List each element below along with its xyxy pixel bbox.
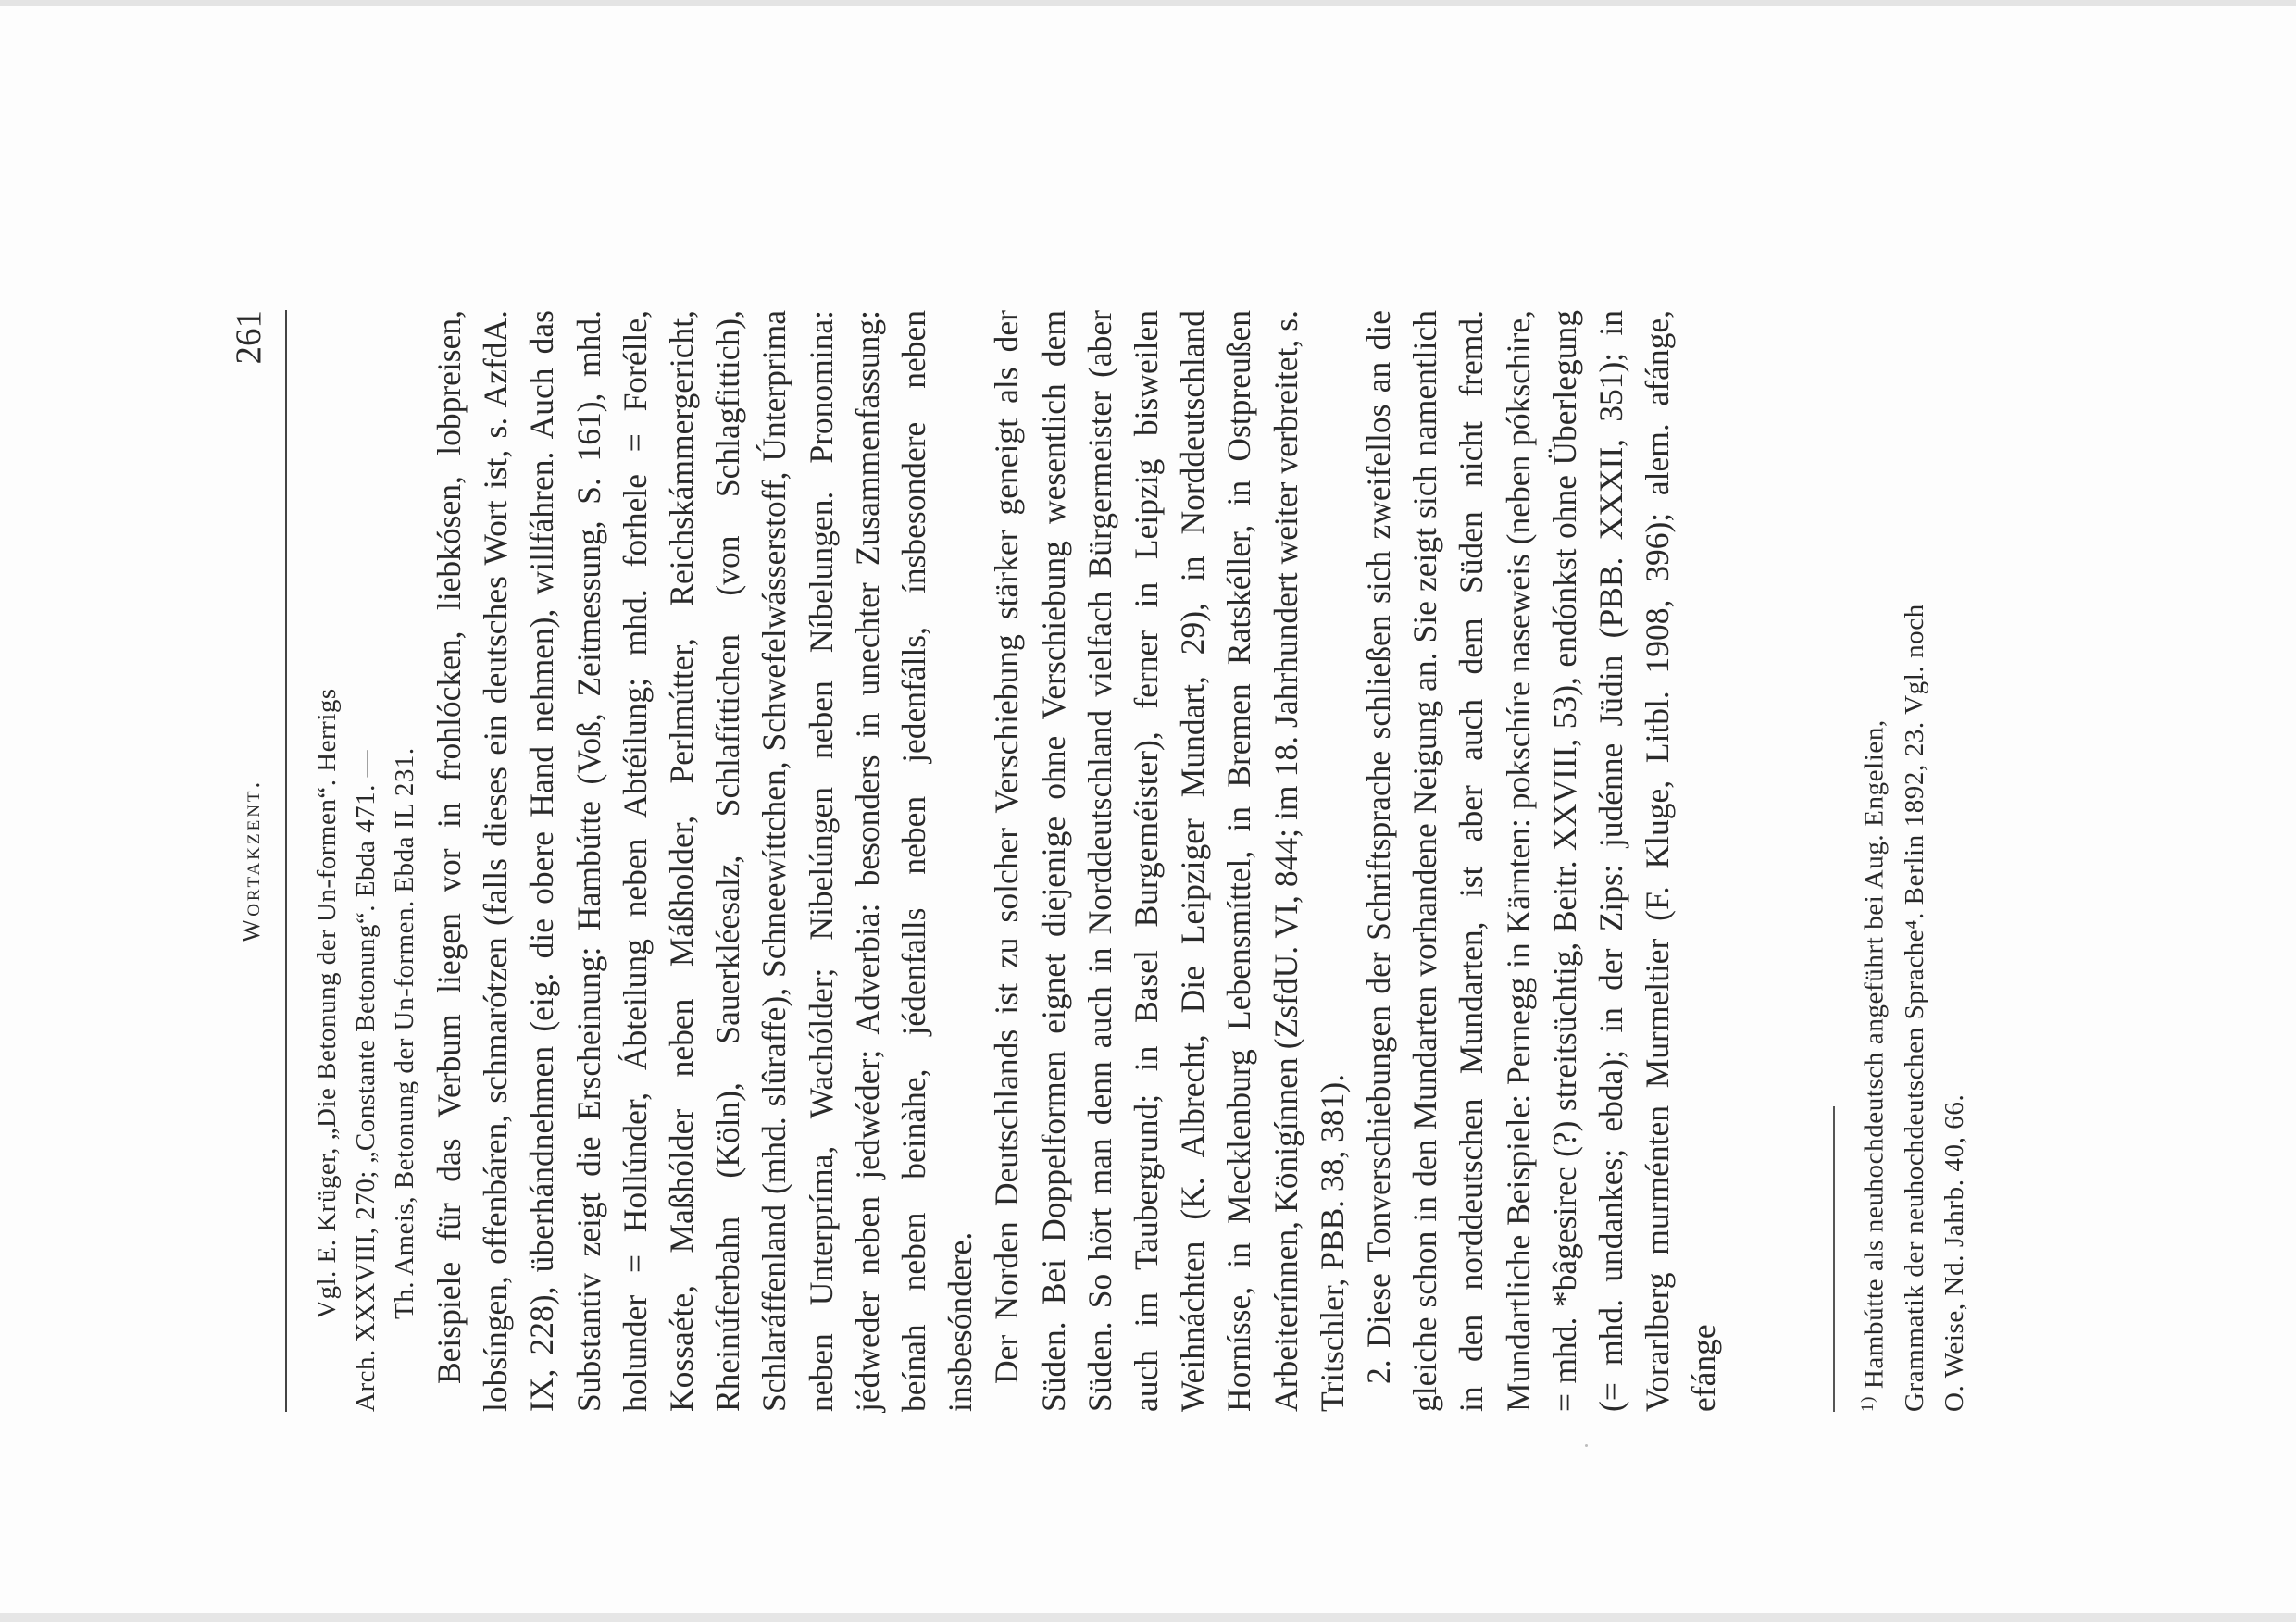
paragraph-north-germany: Der Norden Deutschlands ist zu solcher Verschiebung stärker geneigt als der Süden. Bei Doppelformen eignet diejenige ohne Verschiebung wesentlich dem Süden. So hört man denn auch in Norddeutschland vielfach Bürgermeister (aber auch im Taubergrund; in Basel Burgeméister), ferner in Leipzig bisweilen Weihnáchten (K. Albrecht, Die Leipziger Mundart, 29), in Norddeutschland Hornísse, in Mecklenburg Lebensmíttel, in Bremen Ratskéller, in Ostpreußen Arbeiterínnen, Königínnen (ZsfdU. VI, 844; im 18. Jahrhundert weiter verbreitet, s. Tritschler, PBB. 38, 381). — [988, 310, 1351, 1412]
scan-top-edge — [0, 0, 2296, 6]
scan-bottom-edge — [0, 1613, 2296, 1622]
scan-speck — [1585, 1444, 1588, 1447]
footnote-line: Grammatik der neuhochdeutschen Sprache⁴. Berlin 1892, 23. Vgl. noch — [1899, 604, 1929, 1412]
footnote-text: Hambútte als neuhochdeutsch angeführt bei Aug. Engelien, — [1859, 719, 1890, 1390]
reference-line: Arch. XXXVIII, 270; „Constante Betonung“. Ebda 471. — — [351, 749, 381, 1412]
footnote-rule — [1833, 1106, 1835, 1412]
paragraph-verbs-examples: Beispiele für das Verbum liegen vor in frohlócken, liebkósen, lobpreisen, lobsíngen, offenbáren, schmarótzen (falls dieses ein deutsches Wort ist, s. AzfdA. IX, 228), überhándnehmen (eig. die obere Hand nehmen), willfáhren. Auch das Substantiv zeigt die Erscheinung: Hambútte (Voß, Zeitmessung, S. 161), mhd. holunder = Hollúnder, Ábteilung neben Abtéilung; mhd. forhele = Foréllе, Kossaéte, Maßhólder neben Máßholder, Perlmútter, Reichskámmergericht, Rheinúferbahn (Köln), Sauerkléesalz, Schlafíttichen (von Schlagfittich), Schlaráffenland (mhd. slûraffe), Schneewíttchen, Schwefelwásserstoff, Únterprima neben Unterpríma, Wachólder; Nibelúngen neben Níbelungen. Pronomina: jédweder neben jedwéder; Adverbia: besonders in unechter Zusammenfassung: beínah neben beinàhe, jédenfalls neben jedenfálls, ínsbesondere neben insbesóndere. — [430, 310, 980, 1412]
footnote-line — [1848, 310, 1895, 1412]
footnote-mark: 1) — [1858, 1395, 1878, 1412]
body-text — [426, 310, 1728, 1412]
reference-line: Vgl. E. Krüger, „Die Betonung der Un-formen“. Herrigs — [312, 688, 342, 1319]
page-number: 261 — [229, 310, 268, 365]
header-rule — [285, 310, 287, 1412]
reference-line: Th. Ameis, Betonung der Un-formen. Ebda IL 231. — [390, 747, 419, 1319]
running-head — [222, 310, 278, 1412]
rotated-book-page — [222, 310, 2018, 1412]
footnote — [1848, 310, 1975, 1412]
footnote-line: O. Weise, Nd. Jahrb. 40, 66. — [1939, 1093, 1969, 1412]
running-head-title: Wortakzent. — [237, 779, 265, 943]
reference-block — [307, 310, 424, 1412]
paragraph-dialects: 2. Diese Tonverschiebungen der Schriftsprache schließen sich zweifellos an die gleiche schon in den Mundarten vorhandene Neigung an. Sie zeigt sich namentlich in den norddeutschen Mundarten, ist aber auch dem Süden nicht fremd. Mundartliche Beispiele: Pernegg in Kärnten: pokschíre naseweis (neben pókschire, = mhd. *bâgesirec (?) streitsüchtig, Beitr. XXVIII, 53), endónkst ohne Überlegung (= mhd. undankes; ebda); in der Zips: judénne Jüdin (PBB. XXXII, 351); in Vorarlberg murménten Murmeltier (F. Kluge, Litbl. 1908, 396); alem. afánge, efánge — [1360, 310, 1723, 1412]
